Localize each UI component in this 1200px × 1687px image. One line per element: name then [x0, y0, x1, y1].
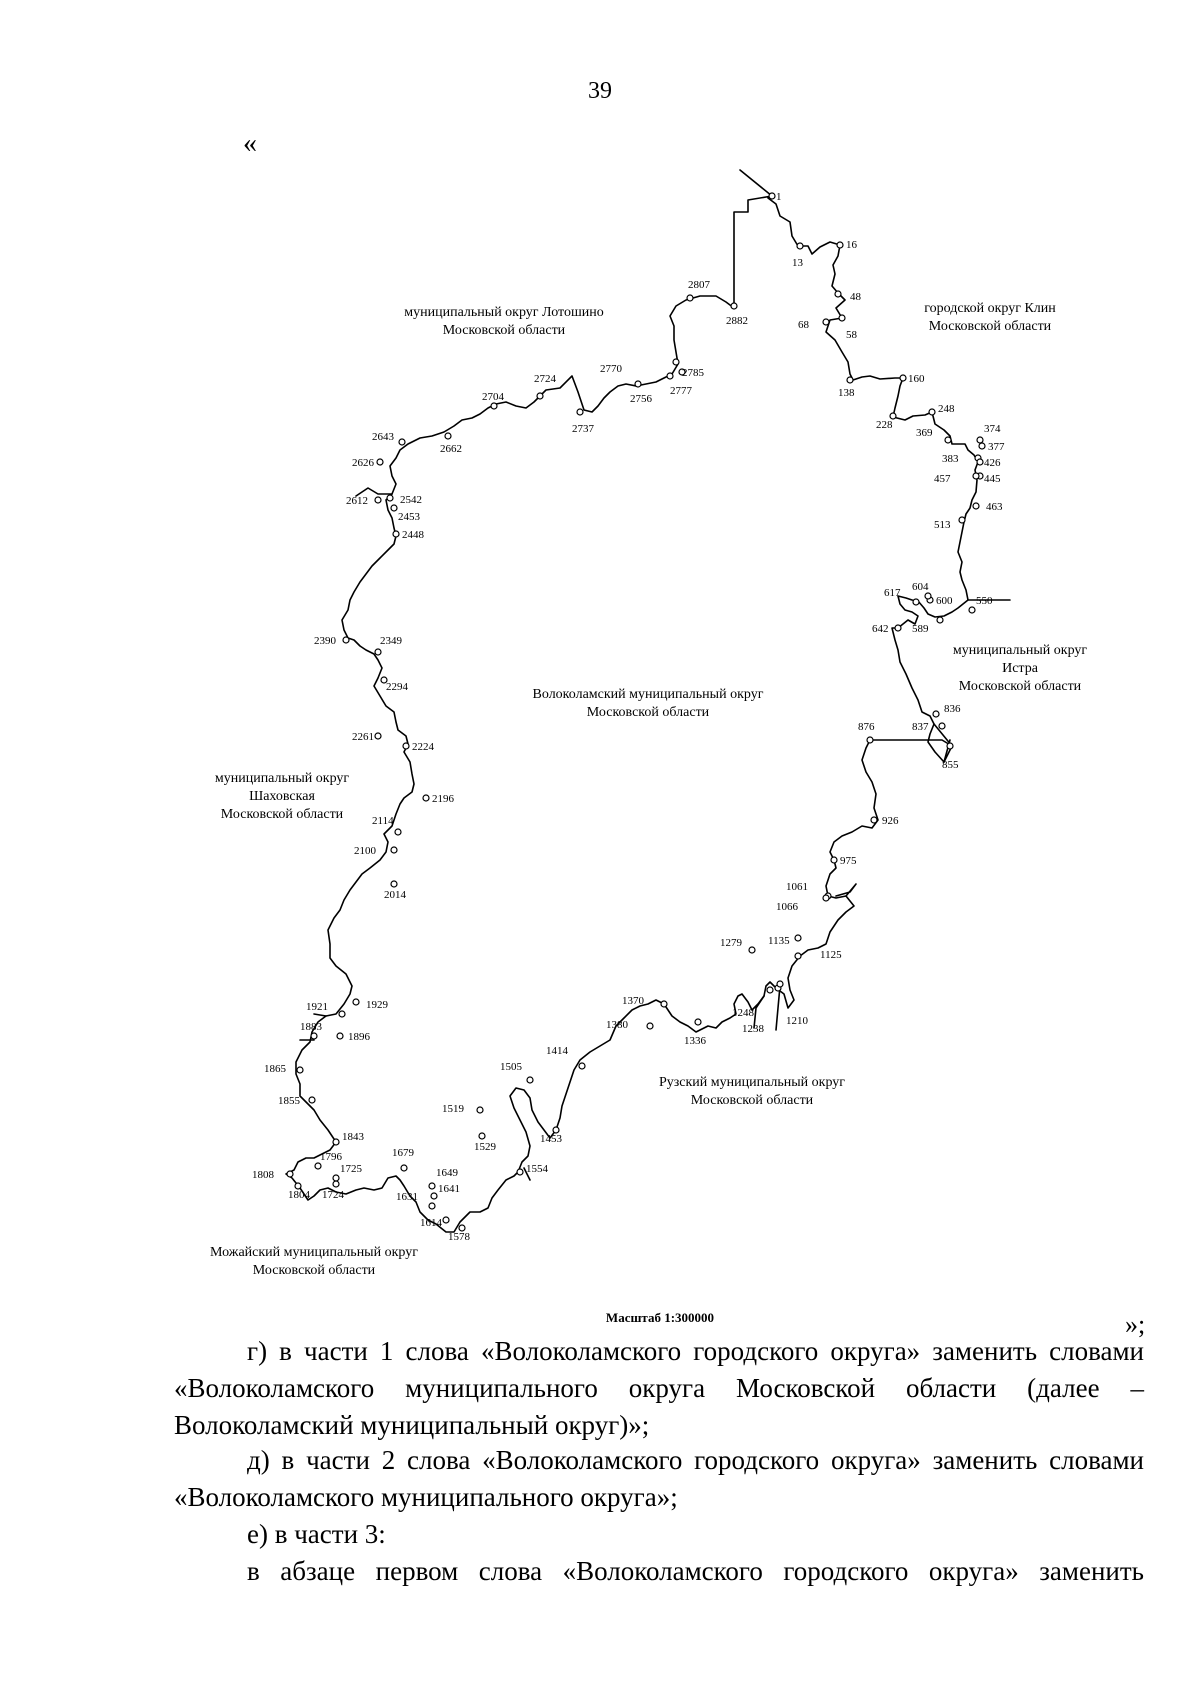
svg-text:926: 926 — [882, 815, 899, 827]
svg-text:1210: 1210 — [786, 1015, 808, 1027]
svg-text:58: 58 — [846, 329, 857, 341]
svg-text:2756: 2756 — [630, 393, 652, 405]
svg-text:426: 426 — [984, 457, 1001, 469]
paragraph-e-1: в абзаце первом слова «Волоколамского городского округа» заменить — [247, 1556, 1144, 1586]
svg-text:1380: 1380 — [606, 1019, 628, 1031]
svg-text:1248: 1248 — [732, 1007, 754, 1019]
svg-text:1921: 1921 — [306, 1001, 328, 1013]
svg-text:1725: 1725 — [340, 1163, 362, 1175]
svg-text:160: 160 — [908, 373, 925, 385]
svg-text:975: 975 — [840, 855, 857, 867]
svg-text:2014: 2014 — [384, 889, 406, 901]
svg-text:2224: 2224 — [412, 741, 434, 753]
svg-text:228: 228 — [876, 419, 893, 431]
svg-text:1529: 1529 — [474, 1141, 496, 1153]
svg-text:248: 248 — [938, 403, 955, 415]
svg-text:1804: 1804 — [288, 1189, 310, 1201]
svg-text:2643: 2643 — [372, 431, 394, 443]
svg-text:2777: 2777 — [670, 385, 692, 397]
svg-text:1505: 1505 — [500, 1061, 522, 1073]
svg-text:2785: 2785 — [682, 367, 704, 379]
region-lotoshino: муниципальный округ Лотошино Московской области — [404, 305, 604, 338]
svg-text:2196: 2196 — [432, 793, 454, 805]
svg-text:550: 550 — [976, 595, 993, 607]
svg-text:1796: 1796 — [320, 1151, 342, 1163]
svg-text:2542: 2542 — [400, 494, 422, 506]
svg-text:836: 836 — [944, 703, 961, 715]
svg-text:1279: 1279 — [720, 937, 742, 949]
svg-text:1238: 1238 — [742, 1023, 764, 1035]
svg-text:68: 68 — [798, 319, 809, 331]
svg-text:2807: 2807 — [688, 279, 710, 291]
svg-text:2724: 2724 — [534, 373, 556, 385]
svg-text:1061: 1061 — [786, 881, 808, 893]
svg-text:1370: 1370 — [622, 995, 644, 1007]
svg-text:2737: 2737 — [572, 423, 594, 435]
svg-text:13: 13 — [792, 257, 803, 269]
svg-text:1: 1 — [776, 191, 782, 203]
svg-text:1135: 1135 — [768, 935, 790, 947]
svg-text:1724: 1724 — [322, 1189, 344, 1201]
svg-text:2770: 2770 — [600, 363, 622, 375]
page-number: 39 — [588, 78, 612, 104]
svg-text:1066: 1066 — [776, 901, 798, 913]
svg-text:2453: 2453 — [398, 511, 420, 523]
svg-text:1843: 1843 — [342, 1131, 364, 1143]
region-mozhaysk: Можайский муниципальный округ Московской области — [210, 1245, 418, 1278]
svg-text:1641: 1641 — [438, 1183, 460, 1195]
closing-quote: »; — [1125, 1310, 1146, 1339]
svg-text:2704: 2704 — [482, 391, 504, 403]
svg-text:377: 377 — [988, 441, 1005, 453]
region-klin: городской округ Клин Московской области — [924, 301, 1056, 334]
region-ruza: Рузский муниципальный округ Московской области — [658, 1075, 846, 1108]
svg-text:1125: 1125 — [820, 949, 842, 961]
svg-text:1883: 1883 — [300, 1021, 322, 1033]
svg-text:2294: 2294 — [386, 681, 408, 693]
svg-text:138: 138 — [838, 387, 855, 399]
svg-text:2626: 2626 — [352, 457, 374, 469]
svg-text:1896: 1896 — [348, 1031, 370, 1043]
svg-text:48: 48 — [850, 291, 861, 303]
svg-text:617: 617 — [884, 587, 901, 599]
opening-quote: « — [243, 128, 257, 159]
svg-text:855: 855 — [942, 759, 959, 771]
svg-text:2114: 2114 — [372, 815, 394, 827]
svg-text:2349: 2349 — [380, 635, 402, 647]
map-scale: Масштаб 1:300000 — [605, 1310, 715, 1325]
svg-text:1631: 1631 — [396, 1191, 418, 1203]
svg-text:1679: 1679 — [392, 1147, 414, 1159]
paragraph-d: д) в части 2 слова «Волоколамского городского округа» заменить словами «Волоколамского муниципального округа»; — [174, 1445, 1144, 1512]
svg-text:2261: 2261 — [352, 731, 374, 743]
svg-text:1578: 1578 — [448, 1231, 470, 1243]
svg-text:383: 383 — [942, 453, 959, 465]
svg-text:1649: 1649 — [436, 1167, 458, 1179]
svg-text:1614: 1614 — [420, 1217, 442, 1229]
svg-text:1855: 1855 — [278, 1095, 300, 1107]
paragraph-g: г) в части 1 слова «Волоколамского городского округа» заменить словами «Волоколамского муниципального округа Московской области (далее – Волоколамский муниципальный округ)»; — [174, 1336, 1144, 1440]
svg-text:2390: 2390 — [314, 635, 336, 647]
svg-text:2662: 2662 — [440, 443, 462, 455]
svg-text:369: 369 — [916, 427, 933, 439]
svg-text:463: 463 — [986, 501, 1003, 513]
svg-text:876: 876 — [858, 721, 875, 733]
region-volokolamsk: Волоколамский муниципальный округ Московской области — [532, 687, 764, 720]
svg-text:600: 600 — [936, 595, 953, 607]
svg-text:1336: 1336 — [684, 1035, 706, 1047]
svg-text:457: 457 — [934, 473, 951, 485]
svg-text:2882: 2882 — [726, 315, 748, 327]
region-istra: муниципальный округ Истра Московской области — [952, 643, 1088, 694]
svg-text:374: 374 — [984, 423, 1001, 435]
region-shakhovskaya: муниципальный округ Шаховская Московской области — [214, 771, 350, 822]
svg-text:16: 16 — [846, 239, 857, 251]
svg-text:589: 589 — [912, 623, 929, 635]
paragraph-e: е) в части 3: — [247, 1519, 386, 1549]
svg-text:1414: 1414 — [546, 1045, 568, 1057]
svg-text:2612: 2612 — [346, 495, 368, 507]
svg-text:837: 837 — [912, 721, 929, 733]
svg-text:604: 604 — [912, 581, 929, 593]
svg-text:642: 642 — [872, 623, 889, 635]
svg-text:2448: 2448 — [402, 529, 424, 541]
svg-text:445: 445 — [984, 473, 1001, 485]
svg-text:1865: 1865 — [264, 1063, 286, 1075]
svg-text:1519: 1519 — [442, 1103, 464, 1115]
svg-text:513: 513 — [934, 519, 951, 531]
svg-text:1453: 1453 — [540, 1133, 562, 1145]
svg-text:2100: 2100 — [354, 845, 376, 857]
svg-text:1929: 1929 — [366, 999, 388, 1011]
svg-text:1554: 1554 — [526, 1163, 548, 1175]
svg-text:1808: 1808 — [252, 1169, 274, 1181]
